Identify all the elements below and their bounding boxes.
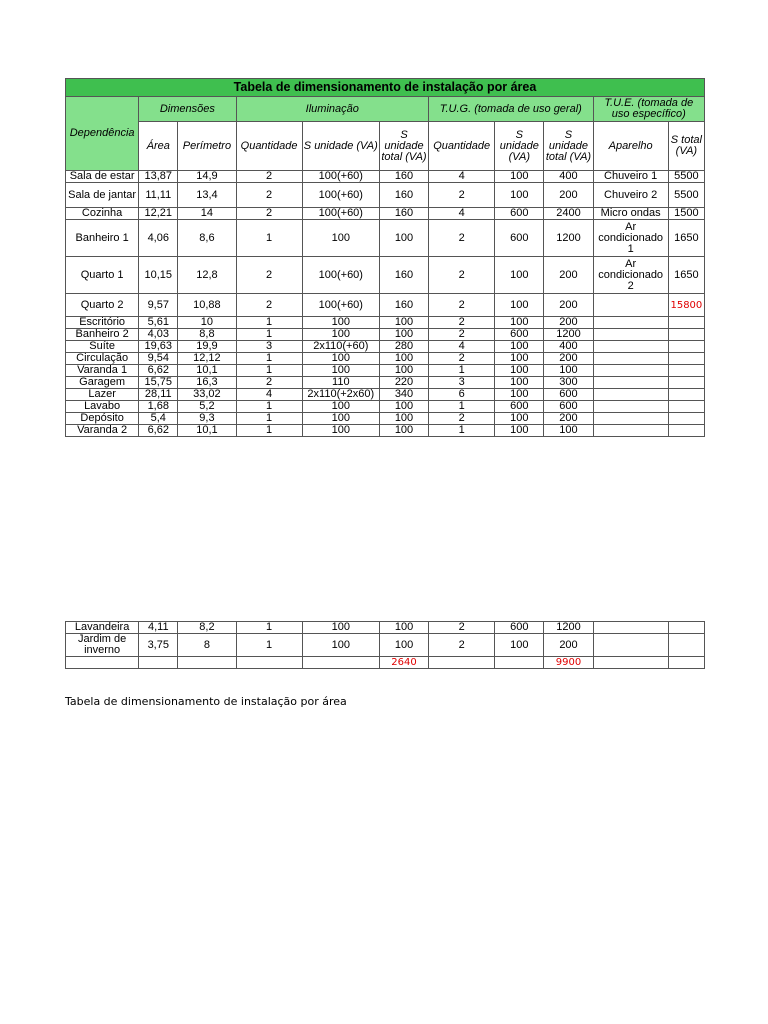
table-cell: 9,54 [139, 353, 178, 365]
table-cell: 100 [495, 634, 544, 657]
table-cell: 100(+60) [302, 257, 379, 294]
table-cell: 400 [544, 341, 593, 353]
table-cell: 10,1 [178, 365, 236, 377]
table-cell: 2 [236, 183, 302, 208]
table-cell [668, 389, 704, 401]
table-cell: 100 [302, 622, 379, 634]
table-cell: 100 [495, 171, 544, 183]
table-cell: 5500 [668, 171, 704, 183]
table-cell: Lavabo [66, 401, 139, 413]
table-cell: 2 [236, 257, 302, 294]
table-cell: 8,6 [178, 220, 236, 257]
subheader-tug-quantidade: Quantidade [429, 122, 495, 171]
table-row [66, 329, 705, 341]
table-cell [668, 329, 704, 341]
table-cell: 2 [429, 413, 495, 425]
table-cell: 100 [379, 220, 428, 257]
subheader-il-quantidade: Quantidade [236, 122, 302, 171]
table-cell: 100 [379, 329, 428, 341]
table-cell [668, 353, 704, 365]
subheader-tug-s-total: S unidade total (VA) [544, 122, 593, 171]
table-cell: 15,75 [139, 377, 178, 389]
table-cell: Lazer [66, 389, 139, 401]
table-cell: 200 [544, 317, 593, 329]
table-cell: 4 [429, 208, 495, 220]
table-cell: 15800 [668, 294, 704, 317]
table-cell: 12,21 [139, 208, 178, 220]
table-cell: 100 [495, 317, 544, 329]
table-cell: 200 [544, 353, 593, 365]
table-cell: Lavandeira [66, 622, 139, 634]
table-cell: 200 [544, 183, 593, 208]
table-cell: 600 [544, 401, 593, 413]
table-cell: 110 [302, 377, 379, 389]
table-cell: 600 [495, 401, 544, 413]
table-row [66, 413, 705, 425]
table-cell [178, 657, 236, 669]
table-cell: 2 [429, 220, 495, 257]
table-cell: 280 [379, 341, 428, 353]
header-iluminacao: Iluminação [236, 97, 429, 122]
table-cell [593, 353, 668, 365]
table-cell: 16,3 [178, 377, 236, 389]
table-cell [668, 377, 704, 389]
table-cell: 100 [302, 425, 379, 437]
table-cell [66, 657, 139, 669]
table-cell: 1 [236, 622, 302, 634]
table-cell: 10 [178, 317, 236, 329]
table-cell: 340 [379, 389, 428, 401]
table-cell: 100(+60) [302, 171, 379, 183]
table-cell: 1 [236, 634, 302, 657]
table-cell: 4 [429, 341, 495, 353]
table-cell: 6,62 [139, 425, 178, 437]
table-cell: 600 [495, 329, 544, 341]
table-row [66, 341, 705, 353]
table-cell: Escritório [66, 317, 139, 329]
table-cell: 1 [236, 317, 302, 329]
table-cell: 100 [302, 365, 379, 377]
table-cell: 14,9 [178, 171, 236, 183]
table-cell [593, 317, 668, 329]
table-cell: 3 [236, 341, 302, 353]
table-cell: 200 [544, 634, 593, 657]
table-cell: 100 [495, 365, 544, 377]
table-cell: 100 [379, 353, 428, 365]
table-cell: 2x110(+60) [302, 341, 379, 353]
table-cell: 100 [302, 220, 379, 257]
table-cell: 400 [544, 171, 593, 183]
continuation-table [65, 621, 705, 669]
table-cell: 2 [236, 171, 302, 183]
table-cell: Ar condicionado 1 [593, 220, 668, 257]
table-cell: 100 [495, 413, 544, 425]
table-cell: 1 [236, 329, 302, 341]
table-cell: 100 [379, 413, 428, 425]
table-title: Tabela de dimensionamento de instalação por área [66, 79, 705, 97]
table-row [66, 353, 705, 365]
subheader-perimetro: Perímetro [178, 122, 236, 171]
table-cell [593, 294, 668, 317]
table-cell: 10,15 [139, 257, 178, 294]
table-cell: 8,2 [178, 622, 236, 634]
table-cell: 9,3 [178, 413, 236, 425]
header-tue: T.U.E. (tomada de uso específico) [593, 97, 704, 122]
table-cell [593, 389, 668, 401]
table-cell [236, 657, 302, 669]
table-cell: 4,06 [139, 220, 178, 257]
table-cell: Chuveiro 1 [593, 171, 668, 183]
table-cell: 4,11 [139, 622, 178, 634]
subheader-il-s-unidade: S unidade (VA) [302, 122, 379, 171]
table-cell: 5,2 [178, 401, 236, 413]
table-cell: 1 [236, 425, 302, 437]
table-cell: 100 [302, 317, 379, 329]
table-cell: 5500 [668, 183, 704, 208]
table-cell: Cozinha [66, 208, 139, 220]
table-row [66, 183, 705, 208]
table-cell: Banheiro 1 [66, 220, 139, 257]
table-cell [429, 657, 495, 669]
table-cell: 1200 [544, 220, 593, 257]
table-cell: 200 [544, 257, 593, 294]
table-cell: 100 [302, 413, 379, 425]
table-cell: Garagem [66, 377, 139, 389]
table-cell: 3 [429, 377, 495, 389]
subheader-tue-s-total: S total (VA) [668, 122, 704, 171]
table-cell: Banheiro 2 [66, 329, 139, 341]
table-cell: 1650 [668, 220, 704, 257]
table-cell [593, 634, 668, 657]
table-cell: 1 [429, 401, 495, 413]
table-cell: 100(+60) [302, 294, 379, 317]
table-cell: Jardim de inverno [66, 634, 139, 657]
table-cell: Quarto 2 [66, 294, 139, 317]
table-cell [495, 657, 544, 669]
table-cell [668, 317, 704, 329]
table-cell [668, 341, 704, 353]
header-dependencia: Dependência [66, 97, 139, 171]
table-cell: 160 [379, 294, 428, 317]
table-cell: 100 [544, 365, 593, 377]
caption: Tabela de dimensionamento de instalação por área [65, 695, 347, 708]
table-cell: 160 [379, 257, 428, 294]
table-cell [668, 413, 704, 425]
dimensioning-table [65, 78, 705, 437]
table-cell: 4,03 [139, 329, 178, 341]
table-cell [668, 425, 704, 437]
table-cell: 600 [495, 220, 544, 257]
table-cell: 100 [495, 377, 544, 389]
table-cell: 8 [178, 634, 236, 657]
table-cell: 220 [379, 377, 428, 389]
table-cell: 2 [236, 208, 302, 220]
table-cell: Depósito [66, 413, 139, 425]
table-cell: 600 [544, 389, 593, 401]
table-cell: Varanda 1 [66, 365, 139, 377]
table-cell: Sala de jantar [66, 183, 139, 208]
table-row [66, 401, 705, 413]
table-cell: 1 [236, 365, 302, 377]
table-cell: 300 [544, 377, 593, 389]
table-cell: 160 [379, 208, 428, 220]
table-cell: 11,11 [139, 183, 178, 208]
table-cell: 100 [495, 425, 544, 437]
table-cell: 1500 [668, 208, 704, 220]
table-cell: 19,63 [139, 341, 178, 353]
table-cell [593, 657, 668, 669]
header-tug: T.U.G. (tomada de uso geral) [429, 97, 593, 122]
table-cell: 28,11 [139, 389, 178, 401]
table-cell: 2 [429, 634, 495, 657]
table-cell: 100 [495, 183, 544, 208]
table-row [66, 365, 705, 377]
subheader-tug-s-unidade: S unidade (VA) [495, 122, 544, 171]
table-cell [139, 657, 178, 669]
table-cell: 100 [379, 425, 428, 437]
table-cell [593, 377, 668, 389]
table-cell: 1,68 [139, 401, 178, 413]
table-cell: Varanda 2 [66, 425, 139, 437]
table-cell: 2 [429, 257, 495, 294]
table-cell: 9,57 [139, 294, 178, 317]
table-cell: 1 [429, 425, 495, 437]
table-cell: 6 [429, 389, 495, 401]
table-cell: 4 [236, 389, 302, 401]
table-cell [593, 329, 668, 341]
table-cell [668, 634, 704, 657]
table-cell: 4 [429, 171, 495, 183]
table-cell: 100 [379, 401, 428, 413]
table-cell: 8,8 [178, 329, 236, 341]
table-cell: 160 [379, 171, 428, 183]
table-cell: 100 [302, 634, 379, 657]
table-cell: Suíte [66, 341, 139, 353]
table-cell: Circulação [66, 353, 139, 365]
table-cell: Quarto 1 [66, 257, 139, 294]
table-cell: 1200 [544, 622, 593, 634]
tug-total: 9900 [544, 657, 593, 669]
table-row [66, 220, 705, 257]
table-cell: 100 [495, 353, 544, 365]
table-cell: 5,4 [139, 413, 178, 425]
subheader-area: Área [139, 122, 178, 171]
table-cell: 19,9 [178, 341, 236, 353]
table-row [66, 622, 705, 634]
table-cell: 600 [495, 622, 544, 634]
table-cell: Sala de estar [66, 171, 139, 183]
table-cell: Chuveiro 2 [593, 183, 668, 208]
table-cell: 200 [544, 294, 593, 317]
table-cell: 14 [178, 208, 236, 220]
table-row [66, 171, 705, 183]
table-cell: 1200 [544, 329, 593, 341]
table-cell: 2 [429, 183, 495, 208]
table-cell: Micro ondas [593, 208, 668, 220]
table-cell: 5,61 [139, 317, 178, 329]
table-cell: 6,62 [139, 365, 178, 377]
header-dimensoes: Dimensões [139, 97, 236, 122]
table-cell [593, 401, 668, 413]
table-cell: 100(+60) [302, 183, 379, 208]
table-cell: 12,12 [178, 353, 236, 365]
table-cell: 10,1 [178, 425, 236, 437]
table-cell: 2 [429, 317, 495, 329]
table-cell [593, 622, 668, 634]
table-cell [593, 413, 668, 425]
table-row [66, 377, 705, 389]
table-cell: 13,4 [178, 183, 236, 208]
table-cell: 100 [379, 622, 428, 634]
iluminacao-total: 2640 [379, 657, 428, 669]
table-cell: 2 [429, 329, 495, 341]
subheader-aparelho: Aparelho [593, 122, 668, 171]
table-row [66, 389, 705, 401]
table-cell: 100 [495, 389, 544, 401]
table-row [66, 634, 705, 657]
table-cell: 1 [236, 220, 302, 257]
table-row [66, 425, 705, 437]
table-cell: 100(+60) [302, 208, 379, 220]
table-cell: 200 [544, 413, 593, 425]
table-cell: 160 [379, 183, 428, 208]
table-cell: 1 [429, 365, 495, 377]
table-cell: 100 [302, 329, 379, 341]
table-cell: 2 [429, 294, 495, 317]
table-cell: 1 [236, 353, 302, 365]
table-cell: 33,02 [178, 389, 236, 401]
table-cell: 10,88 [178, 294, 236, 317]
table-cell: 100 [495, 294, 544, 317]
table-row [66, 257, 705, 294]
table-cell: 1650 [668, 257, 704, 294]
table-cell: 100 [302, 401, 379, 413]
subheader-il-s-total: S unidade total (VA) [379, 122, 428, 171]
table-cell [593, 425, 668, 437]
table-cell [302, 657, 379, 669]
table-cell: 2 [236, 377, 302, 389]
table-cell: 2 [236, 294, 302, 317]
table-cell: 100 [379, 634, 428, 657]
table-cell: 1 [236, 413, 302, 425]
table-cell: 1 [236, 401, 302, 413]
table-cell: 2 [429, 353, 495, 365]
table-cell: 12,8 [178, 257, 236, 294]
table-cell: 100 [302, 353, 379, 365]
table-cell [668, 657, 704, 669]
table-cell: 3,75 [139, 634, 178, 657]
table-cell: 100 [379, 317, 428, 329]
table-cell: 13,87 [139, 171, 178, 183]
table-cell [668, 622, 704, 634]
table-row [66, 294, 705, 317]
table-cell [668, 365, 704, 377]
table-row [66, 208, 705, 220]
table-cell [593, 365, 668, 377]
table-cell [668, 401, 704, 413]
table-cell: 2400 [544, 208, 593, 220]
table-cell: Ar condicionado 2 [593, 257, 668, 294]
table-cell: 100 [495, 257, 544, 294]
table-cell: 2 [429, 622, 495, 634]
table-cell: 2x110(+2x60) [302, 389, 379, 401]
totals-row [66, 657, 705, 669]
table-row [66, 317, 705, 329]
table-cell: 100 [544, 425, 593, 437]
table-cell: 100 [495, 341, 544, 353]
table-cell [593, 341, 668, 353]
table-cell: 600 [495, 208, 544, 220]
table-cell: 100 [379, 365, 428, 377]
